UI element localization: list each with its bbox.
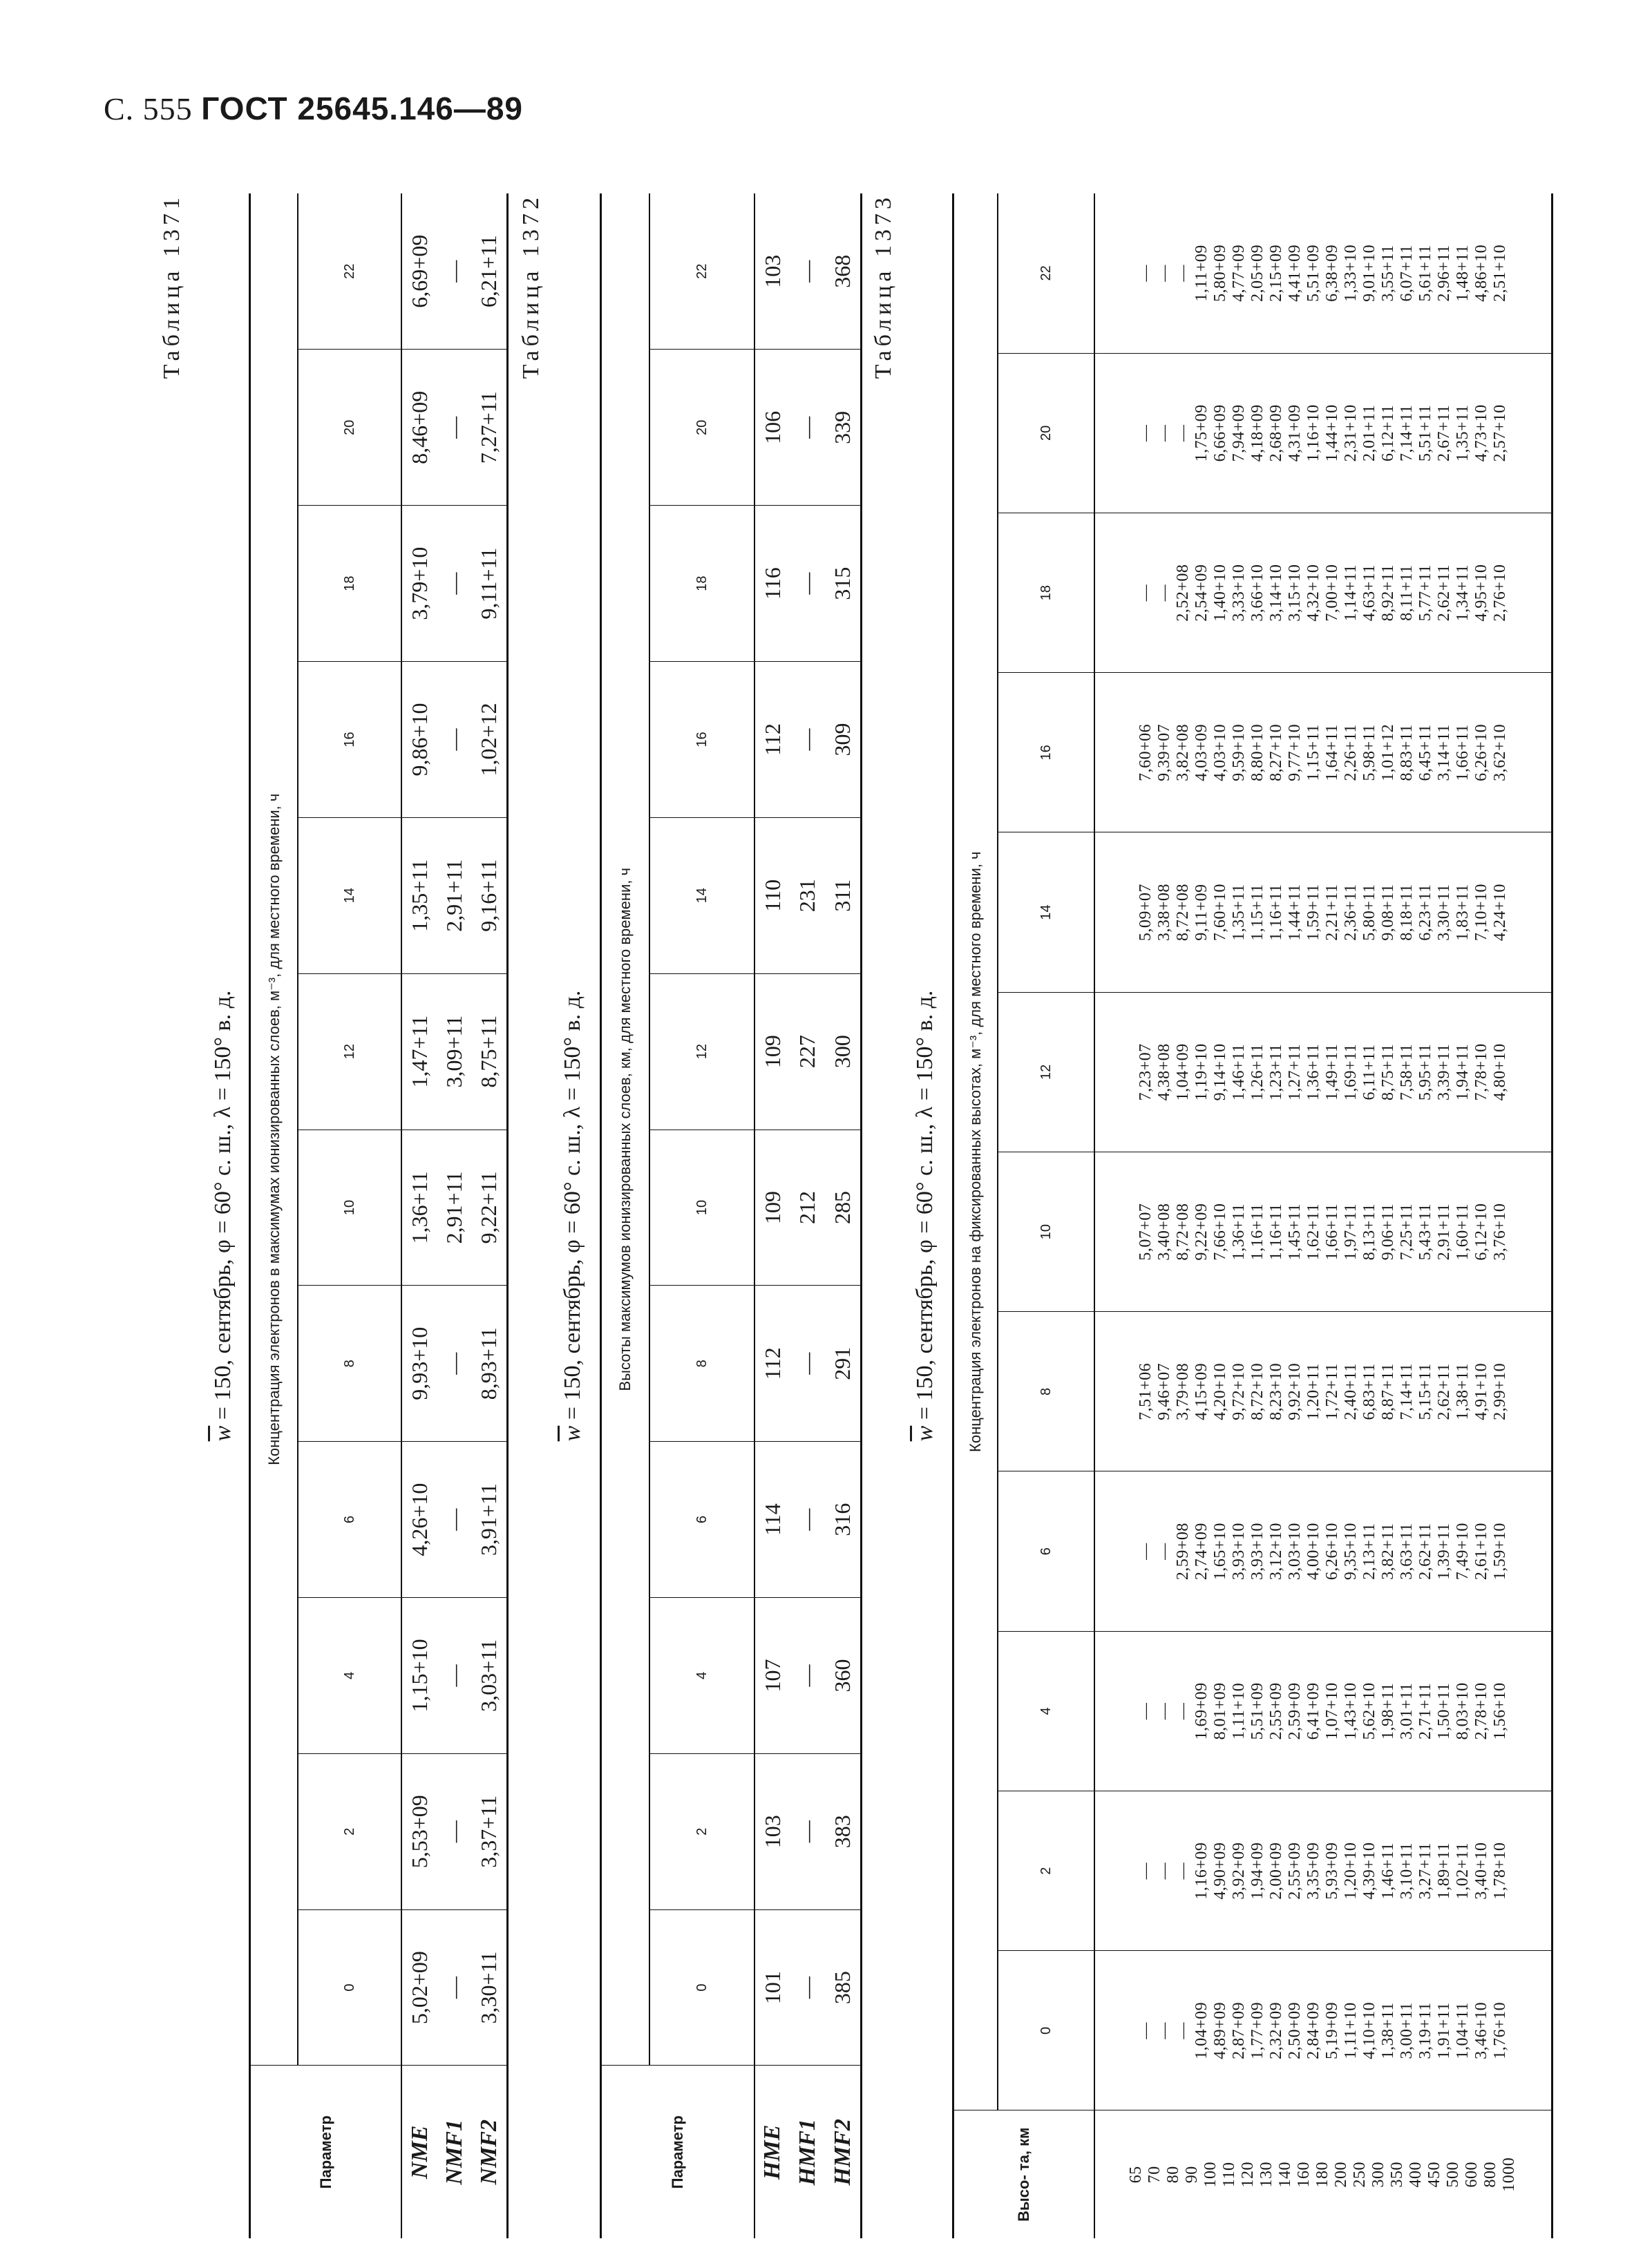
data-cell: 3,03+11 bbox=[472, 1598, 508, 1754]
hour-header: 20 bbox=[298, 350, 401, 506]
data-cell: 9,86+10 bbox=[401, 662, 437, 818]
data-column: — — — 1,75+09 6,66+09 7,94+09 4,18+09 2,68+09 4,31+09 1,16+10 1,44+10 2,31+10 2,01+11 6,12+11 7,14+11 5,51+11 2,67+11 1,35+11 4,73+10 2,57+10 bbox=[1094, 353, 1553, 513]
hour-header: 4 bbox=[649, 1598, 754, 1754]
data-cell: 6,21+11 bbox=[476, 235, 502, 308]
data-cell: 8,93+11 bbox=[472, 1286, 508, 1442]
data-cell: — bbox=[437, 506, 472, 662]
table-1371 bbox=[249, 193, 509, 2238]
data-cell: — bbox=[437, 1442, 472, 1598]
col-header-param-1372: Параметр bbox=[601, 2066, 754, 2238]
data-cell: 1,36+11 bbox=[401, 1130, 437, 1286]
data-column: — — 2,59+08 2,74+09 1,65+10 3,93+10 3,93+10 3,12+10 3,03+10 4,00+10 6,26+10 9,35+10 2,13+11 3,82+11 3,63+11 2,62+11 1,39+11 7,49+10 2,61+10 1,59+10 bbox=[1094, 1471, 1553, 1631]
param-name: HMF2 bbox=[825, 2066, 861, 2238]
hour-header: 8 bbox=[649, 1286, 754, 1442]
data-column: — — 2,52+08 2,54+09 1,40+10 3,33+10 3,66+10 3,14+10 3,15+10 4,32+10 7,00+10 1,14+11 4,63+11 8,92+11 8,11+11 5,77+11 2,62+11 1,34+11 4,95+10 2,76+10 bbox=[1094, 513, 1553, 673]
data-cell: 7,27+11 bbox=[472, 350, 508, 506]
data-cell: 112 bbox=[754, 662, 790, 818]
span-header-1372: Высоты максимумов ионизированных слоев, км, для местного времени, ч bbox=[601, 193, 650, 2066]
data-cell: 109 bbox=[754, 973, 790, 1130]
hour-header: 16 bbox=[998, 673, 1094, 832]
data-cell: 383 bbox=[825, 1753, 861, 1909]
data-cell: 309 bbox=[825, 662, 861, 818]
data-cell: — bbox=[790, 1286, 826, 1442]
data-cell: 9,22+11 bbox=[472, 1130, 508, 1286]
data-cell: 227 bbox=[790, 973, 826, 1130]
data-cell: 339 bbox=[825, 350, 861, 506]
data-column: 7,51+06 9,46+07 3,79+08 4,15+09 4,20+10 9,72+10 8,72+10 8,23+10 9,92+10 1,20+11 1,72+11 2,40+11 6,83+11 8,87+11 7,14+11 5,15+11 2,62+11 1,38+11 4,91+10 2,99+10 bbox=[1094, 1312, 1553, 1471]
data-cell: 316 bbox=[825, 1442, 861, 1598]
table-1373 bbox=[952, 193, 1553, 2238]
table-row bbox=[754, 193, 790, 2238]
hour-header: 2 bbox=[298, 1753, 401, 1909]
param-name: HMF1 bbox=[790, 2066, 826, 2238]
hour-header: 6 bbox=[298, 1442, 401, 1598]
table-1372 bbox=[600, 193, 862, 2238]
hour-header: 6 bbox=[649, 1442, 754, 1598]
data-cell: 285 bbox=[825, 1130, 861, 1286]
span-header-1371: Концентрация электронов в максимумах ионизированных слоев, м⁻³, для местного времени, ч bbox=[250, 193, 298, 2066]
table-label-1372: Таблица 1372 bbox=[518, 193, 544, 379]
data-cell: — bbox=[790, 1753, 826, 1909]
table-row bbox=[401, 193, 437, 2238]
data-cell: 110 bbox=[754, 817, 790, 973]
data-cell: — bbox=[790, 1442, 826, 1598]
rotated-tables bbox=[159, 193, 1568, 2238]
hour-header: 22 bbox=[341, 263, 357, 279]
hour-header: 14 bbox=[998, 832, 1094, 992]
data-cell: — bbox=[790, 350, 826, 506]
table-row bbox=[437, 193, 472, 2238]
data-cell: 311 bbox=[825, 817, 861, 973]
data-cell: 103 bbox=[754, 1753, 790, 1909]
param-name: NMF1 bbox=[437, 2066, 472, 2238]
data-cell: — bbox=[790, 1909, 826, 2066]
col-header-param: Параметр bbox=[250, 2066, 402, 2238]
data-cell: 8,46+09 bbox=[401, 350, 437, 506]
data-cell: — bbox=[790, 1598, 826, 1754]
data-cell: — bbox=[437, 1753, 472, 1909]
hour-header: 0 bbox=[298, 1909, 401, 2066]
hour-header: 10 bbox=[298, 1130, 401, 1286]
data-cell: 1,35+11 bbox=[401, 817, 437, 973]
data-column: — — — 1,16+09 4,90+09 3,92+09 1,94+09 2,00+09 2,55+09 3,35+09 5,93+09 1,20+10 4,39+10 1,46+11 3,10+11 3,27+11 1,89+11 1,02+11 3,40+10 1,78+10 bbox=[1094, 1791, 1553, 1951]
data-cell: — bbox=[795, 260, 820, 283]
data-column: — — — 1,11+09 5,80+09 4,77+09 2,05+09 2,15+09 4,41+09 5,51+09 6,38+09 1,33+10 9,01+10 3,55+11 6,07+11 5,61+11 2,96+11 1,48+11 4,86+10 2,51+10 bbox=[1136, 244, 1509, 302]
param-name: HME bbox=[754, 2066, 790, 2238]
data-cell: — bbox=[437, 662, 472, 818]
hour-header: 2 bbox=[649, 1753, 754, 1909]
data-column: 7,60+06 9,39+07 3,82+08 4,03+09 4,03+10 9,59+10 8,80+10 8,27+10 9,77+10 1,15+11 1,64+11 2,26+11 5,98+11 1,01+12 8,83+11 6,45+11 3,14+11 1,66+11 6,26+10 3,62+10 bbox=[1094, 673, 1553, 832]
data-cell: 212 bbox=[790, 1130, 826, 1286]
gost-number: ГОСТ 25645.146—89 bbox=[201, 90, 524, 126]
data-cell: — bbox=[437, 1598, 472, 1754]
data-column: 5,09+07 3,38+08 8,72+08 9,11+09 7,60+10 1,35+11 1,15+11 1,16+11 1,44+11 1,59+11 2,21+11 2,36+11 5,80+11 9,08+11 8,18+11 6,23+11 3,30+11 1,83+11 7,10+10 4,24+10 bbox=[1094, 832, 1553, 992]
data-cell: 300 bbox=[825, 973, 861, 1130]
hour-header: 20 bbox=[649, 350, 754, 506]
data-cell: 3,91+11 bbox=[472, 1442, 508, 1598]
data-cell: 103 bbox=[759, 254, 785, 288]
hour-header: 12 bbox=[998, 992, 1094, 1152]
data-cell: 231 bbox=[790, 817, 826, 973]
hour-header: 20 bbox=[998, 353, 1094, 513]
hour-header: 4 bbox=[298, 1598, 401, 1754]
data-cell: 9,11+11 bbox=[472, 506, 508, 662]
data-cell: 360 bbox=[825, 1598, 861, 1754]
height-column: 65 70 80 90 100 110 120 130 140 160 180 200 250 300 350 400 450 500 600 800 1000 bbox=[1094, 2110, 1553, 2238]
condition-1373: $\overline{w} = 150$, сентябрь, φ = 60° с. ш., λ = 150° в. д. bbox=[912, 990, 938, 1442]
data-cell: 4,26+10 bbox=[401, 1442, 437, 1598]
table-label-1371: Таблица 1371 bbox=[159, 193, 184, 379]
hour-header: 10 bbox=[649, 1130, 754, 1286]
data-cell: 291 bbox=[825, 1286, 861, 1442]
hour-header: 14 bbox=[649, 817, 754, 973]
hour-header: 12 bbox=[649, 973, 754, 1130]
data-cell: 9,16+11 bbox=[472, 817, 508, 973]
hour-header: 4 bbox=[998, 1631, 1094, 1791]
data-column: 5,07+07 3,40+08 8,72+08 9,22+09 7,66+10 1,36+11 1,16+11 1,16+11 1,45+11 1,62+11 1,66+11 1,97+11 8,13+11 9,06+11 7,25+11 5,43+11 2,91+11 1,60+11 6,12+10 3,76+10 bbox=[1094, 1152, 1553, 1312]
hour-header: 6 bbox=[998, 1471, 1094, 1631]
data-cell: — bbox=[437, 1909, 472, 2066]
table-row bbox=[825, 193, 861, 2238]
data-cell: 107 bbox=[754, 1598, 790, 1754]
data-cell: 112 bbox=[754, 1286, 790, 1442]
data-cell: 9,93+10 bbox=[401, 1286, 437, 1442]
data-cell: 8,75+11 bbox=[472, 973, 508, 1130]
hour-header: 8 bbox=[998, 1312, 1094, 1471]
data-cell: 1,15+10 bbox=[401, 1598, 437, 1754]
data-cell: 114 bbox=[754, 1442, 790, 1598]
table-row bbox=[1094, 193, 1553, 2238]
data-cell: 5,02+09 bbox=[401, 1909, 437, 2066]
condition-1372: $\overline{w} = 150$, сентябрь, φ = 60° с. ш., λ = 150° в. д. bbox=[560, 990, 585, 1442]
hour-header: 18 bbox=[298, 506, 401, 662]
hour-header: 0 bbox=[649, 1909, 754, 2066]
data-cell: 6,69+09 bbox=[407, 234, 433, 308]
data-cell: 1,47+11 bbox=[401, 973, 437, 1130]
hour-header: 22 bbox=[694, 263, 710, 279]
data-cell: — bbox=[437, 1286, 472, 1442]
data-cell: 3,30+11 bbox=[472, 1909, 508, 2066]
table-row bbox=[472, 193, 508, 2238]
condition-1371: $\overline{w} = 150$, сентябрь, φ = 60° с. ш., λ = 150° в. д. bbox=[210, 990, 236, 1442]
data-cell: 368 bbox=[830, 254, 855, 288]
param-name: NME bbox=[401, 2066, 437, 2238]
hour-header: 2 bbox=[998, 1791, 1094, 1951]
data-cell: — bbox=[790, 662, 826, 818]
data-cell: 2,91+11 bbox=[437, 817, 472, 973]
span-header-1373: Концентрация электронов на фиксированных высотах, м⁻³, для местного времени, ч bbox=[953, 193, 998, 2110]
data-cell: 116 bbox=[754, 506, 790, 662]
data-column: 7,23+07 4,38+08 1,04+09 1,19+10 9,14+10 1,46+11 1,26+11 1,23+11 1,27+11 1,36+11 1,49+11 1,69+11 6,11+11 8,75+11 7,58+11 5,95+11 3,39+11 1,94+11 7,78+10 4,80+10 bbox=[1094, 992, 1553, 1152]
data-cell: 5,53+09 bbox=[401, 1753, 437, 1909]
page-number: С. 555 bbox=[104, 91, 193, 126]
data-cell: 109 bbox=[754, 1130, 790, 1286]
data-cell: — bbox=[437, 350, 472, 506]
hour-header: 8 bbox=[298, 1286, 401, 1442]
data-cell: 1,02+12 bbox=[472, 662, 508, 818]
table-row bbox=[790, 193, 826, 2238]
data-cell: — bbox=[790, 506, 826, 662]
data-cell: — bbox=[442, 260, 467, 283]
hour-header: 16 bbox=[298, 662, 401, 818]
data-cell: 3,79+10 bbox=[401, 506, 437, 662]
col-header-height: Высо- та, км bbox=[953, 2110, 1094, 2238]
data-cell: 315 bbox=[825, 506, 861, 662]
hour-header: 0 bbox=[998, 1951, 1094, 2110]
hour-header: 12 bbox=[298, 973, 401, 1130]
data-column: — — — 1,04+09 4,89+09 2,87+09 1,77+09 2,32+09 2,50+09 2,84+09 5,19+09 1,11+10 4,10+10 1,38+11 3,00+11 3,19+11 1,91+11 1,04+11 3,46+10 1,76+10 bbox=[1094, 1951, 1553, 2110]
hour-header: 14 bbox=[298, 817, 401, 973]
hour-header: 18 bbox=[998, 513, 1094, 673]
param-name: NMF2 bbox=[472, 2066, 508, 2238]
data-cell: 3,09+11 bbox=[437, 973, 472, 1130]
hour-header: 22 bbox=[1038, 265, 1054, 281]
page-header bbox=[104, 90, 523, 127]
table-label-1373: Таблица 1373 bbox=[871, 193, 896, 379]
data-cell: 101 bbox=[754, 1909, 790, 2066]
hour-header: 10 bbox=[998, 1152, 1094, 1312]
hour-header: 18 bbox=[649, 506, 754, 662]
data-cell: 106 bbox=[754, 350, 790, 506]
data-cell: 385 bbox=[825, 1909, 861, 2066]
data-column: — — — 1,69+09 8,01+09 1,11+10 5,51+09 2,55+09 2,59+09 6,41+09 1,07+10 1,43+10 5,62+10 1,98+11 3,01+11 2,71+11 1,50+11 8,03+10 2,78+10 1,56+10 bbox=[1094, 1631, 1553, 1791]
data-cell: 3,37+11 bbox=[472, 1753, 508, 1909]
data-cell: 2,91+11 bbox=[437, 1130, 472, 1286]
hour-header: 16 bbox=[649, 662, 754, 818]
